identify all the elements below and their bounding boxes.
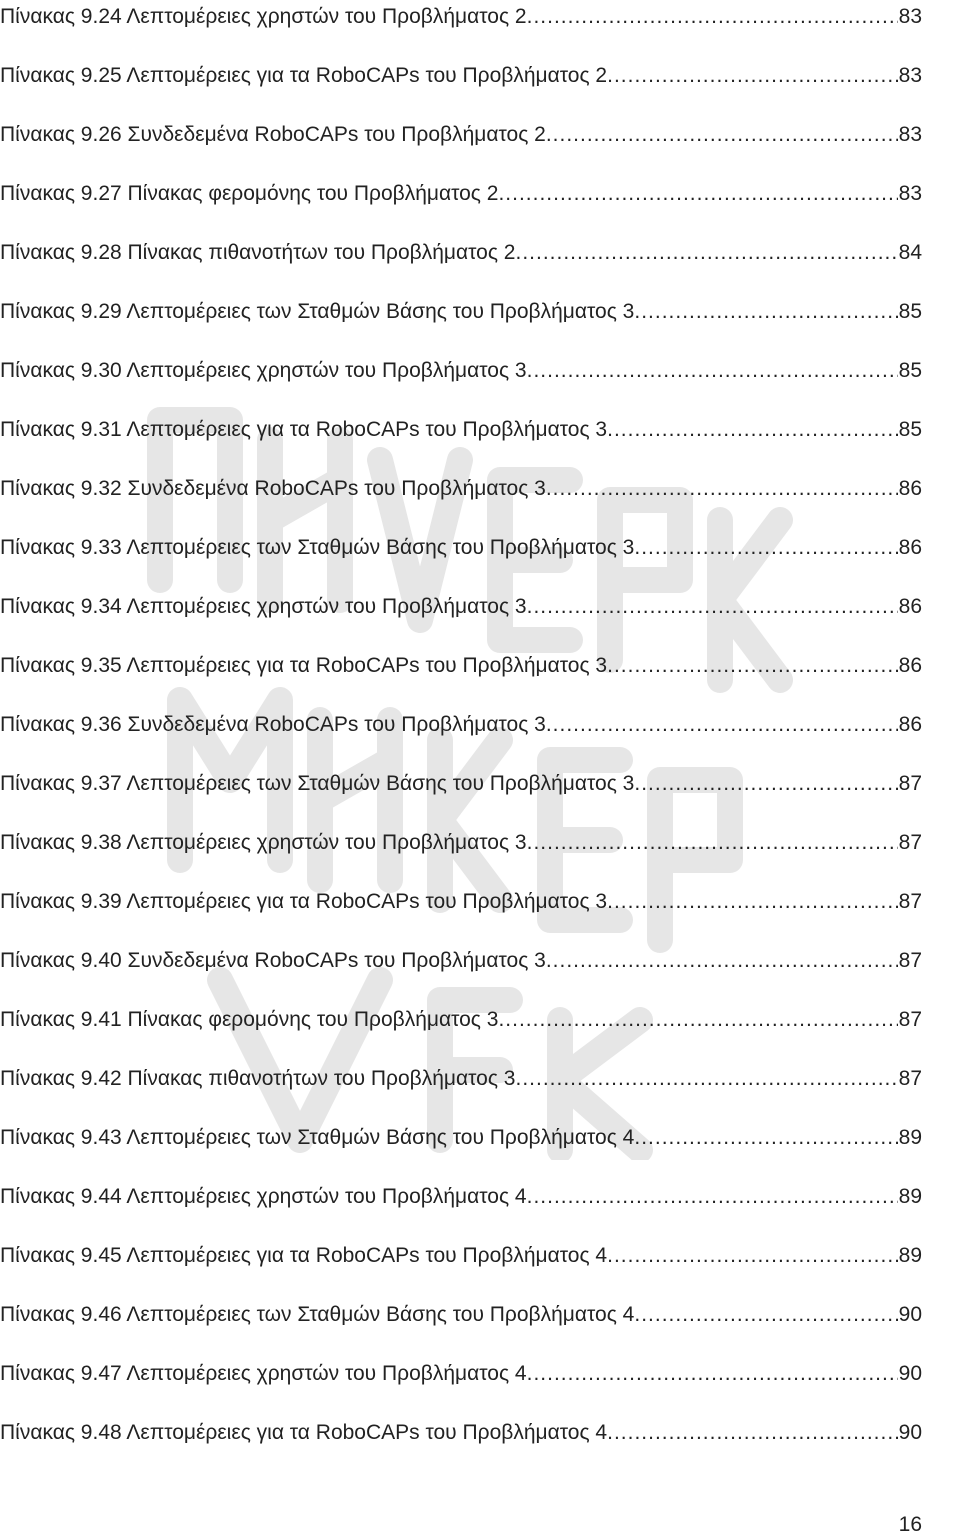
toc-entry[interactable] [0, 0, 922, 34]
toc-entry-label: Πίνακας 9.27 Πίνακας φερομόνης του Προβλήματος 2. [0, 182, 505, 205]
toc-dot-leader [505, 177, 897, 211]
toc-entry-page: 85 [898, 359, 922, 382]
toc-entry-page: 87 [898, 949, 922, 972]
toc-entry[interactable] [0, 1239, 922, 1273]
toc-entry-label: Πίνακας 9.46 Λεπτομέρειες των Σταθμών Βάσης του Προβλήματος 4. [0, 1303, 641, 1326]
toc-dot-leader [614, 649, 898, 683]
toc-dot-leader [641, 1121, 897, 1155]
toc-dot-leader [553, 472, 898, 506]
toc-dot-leader [533, 1357, 897, 1391]
toc-entry-label: Πίνακας 9.34 Λεπτομέρειες χρηστών του Προβλήματος 3. [0, 595, 533, 618]
toc-entry-page: 89 [898, 1244, 922, 1267]
toc-entry[interactable] [0, 354, 922, 388]
toc-entry-page: 87 [898, 772, 922, 795]
toc-entry-page: 83 [898, 123, 922, 146]
toc-dot-leader [533, 1180, 897, 1214]
toc-entry-page: 83 [898, 64, 922, 87]
toc-entry-page: 83 [898, 182, 922, 205]
toc-entry-label: Πίνακας 9.43 Λεπτομέρειες των Σταθμών Βάσης του Προβλήματος 4. [0, 1126, 641, 1149]
toc-dot-leader [553, 708, 898, 742]
toc-entry-label: Πίνακας 9.25 Λεπτομέρειες για τα RoboCAPs του Προβλήματος 2. [0, 64, 613, 87]
toc-entry-label: Πίνακας 9.44 Λεπτομέρειες χρηστών του Προβλήματος 4. [0, 1185, 533, 1208]
toc-entry-page: 83 [898, 5, 922, 28]
toc-entry[interactable] [0, 472, 922, 506]
toc-dot-leader [641, 531, 897, 565]
toc-dot-leader [641, 295, 897, 329]
toc-entry[interactable] [0, 826, 922, 860]
toc-dot-leader [553, 118, 898, 152]
toc-entry-page: 87 [898, 890, 922, 913]
toc-entry-page: 84 [898, 241, 922, 264]
toc-entry-page: 86 [898, 536, 922, 559]
toc-entry-page: 90 [898, 1362, 922, 1385]
toc-dot-leader [505, 1003, 897, 1037]
toc-entry-page: 89 [898, 1185, 922, 1208]
toc-entry-label: Πίνακας 9.39 Λεπτομέρειες για τα RoboCAPs του Προβλήματος 3. [0, 890, 613, 913]
toc-entry[interactable] [0, 1416, 922, 1450]
toc-entry-label: Πίνακας 9.38 Λεπτομέρειες χρηστών του Προβλήματος 3. [0, 831, 533, 854]
toc-entry[interactable] [0, 590, 922, 624]
toc-entry[interactable] [0, 1003, 922, 1037]
toc-dot-leader [533, 590, 897, 624]
toc-entry-page: 87 [898, 1008, 922, 1031]
toc-dot-leader [553, 944, 898, 978]
toc-entry-label: Πίνακας 9.47 Λεπτομέρειες χρηστών του Προβλήματος 4. [0, 1362, 533, 1385]
toc-entry-label: Πίνακας 9.32 Συνδεδεμένα RoboCAPs του Προβλήματος 3. [0, 477, 552, 500]
toc-entry-label: Πίνακας 9.26 Συνδεδεμένα RoboCAPs του Προβλήματος 2. [0, 123, 552, 146]
toc-dot-leader [614, 413, 898, 447]
toc-entry[interactable] [0, 649, 922, 683]
toc-entry-page: 86 [898, 477, 922, 500]
toc-dot-leader [641, 767, 897, 801]
toc-dot-leader [533, 826, 897, 860]
toc-dot-leader [614, 59, 898, 93]
toc-entry-page: 85 [898, 300, 922, 323]
toc-entry-page: 86 [898, 713, 922, 736]
toc-dot-leader [641, 1298, 897, 1332]
toc-entry-label: Πίνακας 9.40 Συνδεδεμένα RoboCAPs του Προβλήματος 3. [0, 949, 552, 972]
toc-entry-label: Πίνακας 9.36 Συνδεδεμένα RoboCAPs του Προβλήματος 3. [0, 713, 552, 736]
toc-entry-label: Πίνακας 9.24 Λεπτομέρειες χρηστών του Προβλήματος 2. [0, 5, 533, 28]
toc-entry[interactable] [0, 708, 922, 742]
toc-dot-leader [614, 885, 898, 919]
page-number: 16 [898, 1513, 922, 1536]
toc-entry[interactable] [0, 767, 922, 801]
toc-entry-label: Πίνακας 9.41 Πίνακας φερομόνης του Προβλήματος 3. [0, 1008, 505, 1031]
toc-entry[interactable] [0, 1180, 922, 1214]
toc-dot-leader [614, 1239, 898, 1273]
toc-entry[interactable] [0, 1298, 922, 1332]
toc-dot-leader [614, 1416, 898, 1450]
toc-entry-label: Πίνακας 9.37 Λεπτομέρειες των Σταθμών Βάσης του Προβλήματος 3. [0, 772, 641, 795]
toc-entry[interactable] [0, 1062, 922, 1096]
toc-entry-label: Πίνακας 9.33 Λεπτομέρειες των Σταθμών Βάσης του Προβλήματος 3. [0, 536, 641, 559]
toc-entry[interactable] [0, 118, 922, 152]
toc-dot-leader [522, 1062, 897, 1096]
toc-entry[interactable] [0, 177, 922, 211]
toc-dot-leader [533, 0, 897, 34]
toc-entry[interactable] [0, 1357, 922, 1391]
toc-entry-label: Πίνακας 9.42 Πίνακας πιθανοτήτων του Προβλήματος 3. [0, 1067, 522, 1090]
toc-entry-page: 85 [898, 418, 922, 441]
toc-entry-label: Πίνακας 9.29 Λεπτομέρειες των Σταθμών Βάσης του Προβλήματος 3. [0, 300, 641, 323]
toc-entry-label: Πίνακας 9.45 Λεπτομέρειες για τα RoboCAPs του Προβλήματος 4. [0, 1244, 613, 1267]
toc-entry-page: 89 [898, 1126, 922, 1149]
toc-dot-leader [522, 236, 897, 270]
toc-entry[interactable] [0, 236, 922, 270]
toc-entry-label: Πίνακας 9.30 Λεπτομέρειες χρηστών του Προβλήματος 3. [0, 359, 533, 382]
toc-dot-leader [533, 354, 897, 388]
toc-entry[interactable] [0, 1121, 922, 1155]
toc-entry-page: 86 [898, 595, 922, 618]
toc-entry-page: 86 [898, 654, 922, 677]
toc-entry[interactable] [0, 413, 922, 447]
toc-entry[interactable] [0, 944, 922, 978]
toc-entry-page: 90 [898, 1421, 922, 1444]
toc-entry-page: 87 [898, 831, 922, 854]
toc-entry-page: 90 [898, 1303, 922, 1326]
toc-entry[interactable] [0, 295, 922, 329]
toc-entry[interactable] [0, 531, 922, 565]
toc-entry[interactable] [0, 59, 922, 93]
toc-entry-label: Πίνακας 9.31 Λεπτομέρειες για τα RoboCAPs του Προβλήματος 3. [0, 418, 613, 441]
toc-entry-label: Πίνακας 9.35 Λεπτομέρειες για τα RoboCAPs του Προβλήματος 3. [0, 654, 613, 677]
toc-entry-label: Πίνακας 9.28 Πίνακας πιθανοτήτων του Προβλήματος 2. [0, 241, 522, 264]
toc-entry[interactable] [0, 885, 922, 919]
toc-entry-label: Πίνακας 9.48 Λεπτομέρειες για τα RoboCAPs του Προβλήματος 4. [0, 1421, 613, 1444]
toc-entry-page: 87 [898, 1067, 922, 1090]
